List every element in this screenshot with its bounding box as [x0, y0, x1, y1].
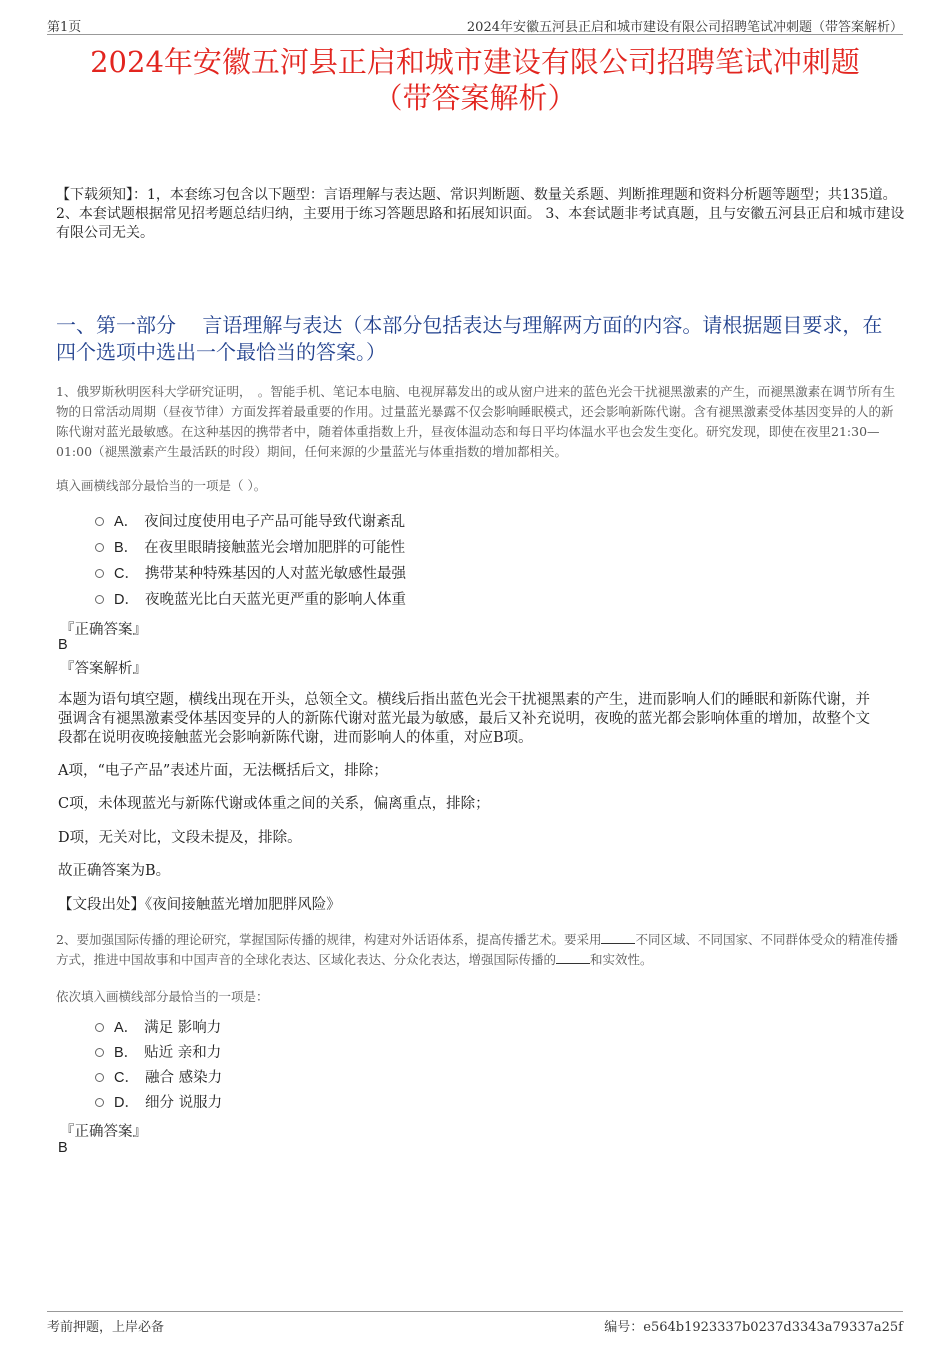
- option-c[interactable]: [95, 561, 406, 587]
- option-text: 在夜里眼睛接触蓝光会增加肥胖的可能性: [144, 540, 406, 556]
- option-a[interactable]: [95, 509, 406, 535]
- radio-icon[interactable]: [95, 543, 104, 552]
- radio-icon[interactable]: [95, 1098, 104, 1107]
- option-letter: A．: [114, 1020, 139, 1036]
- answer-label: 『正确答案』: [60, 1124, 147, 1140]
- option-text: 细分 说服力: [144, 1095, 223, 1111]
- answer-label: 『正确答案』: [60, 622, 147, 638]
- footer-slogan: 考前押题，上岸必备: [47, 1320, 165, 1335]
- radio-icon[interactable]: [95, 517, 104, 526]
- radio-icon[interactable]: [95, 569, 104, 578]
- option-text: 夜间过度使用电子产品可能导致代谢紊乱: [144, 514, 406, 530]
- option-text: 夜晚蓝光比白天蓝光更严重的影响人体重: [144, 592, 406, 608]
- option-letter: B．: [114, 1045, 139, 1061]
- download-notice: 【下载须知】：1，本套练习包含以下题型：言语理解与表达题、常识判断题、数量关系题、判断推理题和资料分析题等题型；共135道。 2、本套试题根据常见招考题总结归纳，主要用于练习答题思路和拓展知识面。 3、本套试题非考试真题，且与安徽五河县正启和城市建设有限公司无关。: [56, 187, 905, 241]
- option-letter: A．: [114, 514, 139, 530]
- question-1-options: [95, 509, 406, 613]
- option-b[interactable]: [95, 1041, 222, 1066]
- answer-value: B: [58, 1140, 68, 1156]
- option-letter: D．: [114, 1095, 139, 1111]
- option-letter: D．: [114, 592, 139, 608]
- radio-icon[interactable]: [95, 1073, 104, 1082]
- page-header: [47, 14, 903, 35]
- blank-line: [556, 963, 590, 964]
- answer-value: B: [58, 637, 68, 653]
- title-line-2: （带答案解析）: [373, 81, 577, 115]
- page-title: [40, 44, 910, 116]
- option-text: 携带某种特殊基因的人对蓝光敏感性最强: [144, 566, 406, 582]
- analysis-option-d: D项，无关对比，文段未提及，排除。: [58, 830, 302, 846]
- option-text: 贴近 亲和力: [144, 1045, 222, 1061]
- question-1-prompt: 填入画横线部分最恰当的一项是（ ）。: [56, 478, 267, 493]
- blank-line: [601, 943, 635, 944]
- q2-text-c: 和实效性。: [590, 952, 653, 967]
- question-2-text: [56, 930, 901, 970]
- question-2-options: [95, 1016, 222, 1116]
- footer-serial: 编号：e564b1923337b0237d3343a79337a25f: [604, 1320, 903, 1335]
- analysis-conclusion: 故正确答案为B。: [58, 863, 171, 879]
- option-a[interactable]: [95, 1016, 222, 1041]
- analysis-option-a: A项，“电子产品”表述片面，无法概括后文，排除；: [58, 763, 388, 779]
- q2-text-a: 2、要加强国际传播的理论研究，掌握国际传播的规律，构建对外话语体系，提高传播艺术。要采用: [56, 932, 602, 947]
- option-letter: C．: [114, 1070, 139, 1086]
- page-number: 第1页: [47, 20, 82, 35]
- section-heading: 一、第一部分 言语理解与表达（本部分包括表达与理解两方面的内容。请根据题目要求，在四个选项中选出一个最恰当的答案。）: [56, 313, 883, 364]
- analysis-paragraph: 本题为语句填空题，横线出现在开头，总领全文。横线后指出蓝色光会干扰褪黑素的产生，进而影响人们的睡眠和新陈代谢，并强调含有褪黑激素受体基因变异的人的新陈代谢对蓝光最为敏感，最后又补充说明，夜晚的蓝光都会影响体重的增加，故整个文段都在说明夜晚接触蓝光会影响新陈代谢，进而影响人的体重，对应B项。: [58, 692, 870, 746]
- question-1-text: 1、俄罗斯秋明医科大学研究证明， 。智能手机、笔记本电脑、电视屏幕发出的或从窗户进来的蓝色光会干扰褪黑激素的产生，而褪黑激素在调节所有生物的日常活动周期（昼夜节律）方面发挥着最重要的作用。过量蓝光暴露不仅会影响睡眠模式，还会影响新陈代谢。含有褪黑激素受体基因变异的人的新陈代谢对蓝光最敏感。在这种基因的携带者中，随着体重指数上升，昼夜体温动态和每日平均体温水平也会发生变化。研究发现，即使在夜里21:30—01:00（褪黑激素产生最活跃的时段）期间，任何来源的少量蓝光与体重指数的增加都相关。: [56, 384, 896, 459]
- title-line-1: 2024年安徽五河县正启和城市建设有限公司招聘笔试冲刺题: [90, 45, 860, 79]
- radio-icon[interactable]: [95, 1048, 104, 1057]
- option-d[interactable]: [95, 1091, 222, 1116]
- option-b[interactable]: [95, 535, 406, 561]
- option-text: 满足 影响力: [144, 1020, 222, 1036]
- option-c[interactable]: [95, 1066, 222, 1091]
- analysis-option-c: C项，未体现蓝光与新陈代谢或体重之间的关系，偏离重点，排除；: [58, 796, 490, 812]
- radio-icon[interactable]: [95, 1023, 104, 1032]
- question-2-prompt: 依次填入画横线部分最恰当的一项是：: [56, 989, 269, 1004]
- q2-text-b: 不同区域、不同国家、不同群体受众的精准传播方式，推进中国故事和中国声音的全球化表达、区域化表达、分众化表达，增强国际传播的: [56, 932, 898, 967]
- analysis-label: 『答案解析』: [60, 661, 147, 677]
- option-letter: B．: [114, 540, 139, 556]
- option-letter: C．: [114, 566, 139, 582]
- option-d[interactable]: [95, 587, 406, 613]
- header-doc-title: 2024年安徽五河县正启和城市建设有限公司招聘笔试冲刺题（带答案解析）: [466, 20, 903, 35]
- option-text: 融合 感染力: [144, 1070, 223, 1086]
- page-footer: [47, 1311, 903, 1335]
- text-source: 【文段出处】《夜间接触蓝光增加肥胖风险》: [58, 897, 341, 913]
- radio-icon[interactable]: [95, 595, 104, 604]
